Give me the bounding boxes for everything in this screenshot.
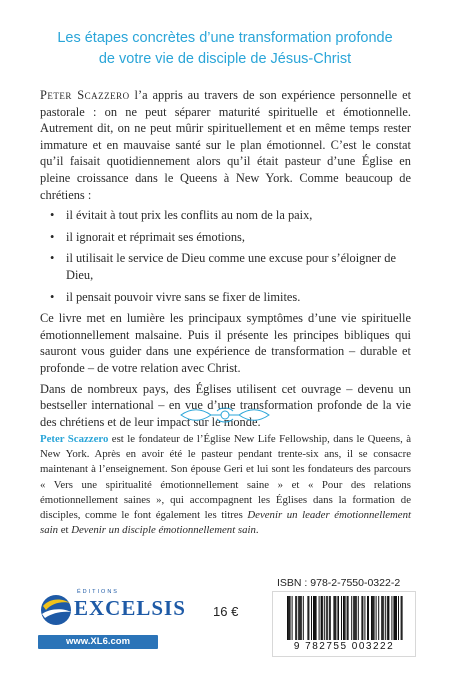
- barcode-bar: [289, 596, 290, 640]
- barcode-bar: [313, 596, 314, 640]
- barcode-bar: [387, 596, 388, 640]
- barcode-bar: [393, 596, 395, 640]
- isbn-label: ISBN : 978-2-7550-0322-2: [277, 577, 401, 589]
- barcode-bar: [324, 596, 325, 640]
- barcode-bar: [376, 596, 377, 640]
- bullet-item-1: • il évitait à tout prix les conflits au nom de la paix,: [66, 207, 411, 224]
- barcode-bar: [358, 596, 359, 640]
- barcode-bar: [311, 596, 312, 640]
- price-label: 16 €: [213, 604, 239, 619]
- barcode-bar: [326, 596, 328, 640]
- bio-text-2: et: [58, 524, 72, 537]
- back-cover-headline: [20, 28, 430, 70]
- publisher-name: EXCELSIS: [74, 596, 186, 620]
- bullet-item-4: • il pensait pouvoir vivre sans se fixer de limites.: [66, 289, 411, 306]
- headline-line-1: Les étapes concrètes d’une transformation profonde: [57, 30, 393, 46]
- bio-title-1: Devenir un leader émotionnellement sain: [40, 509, 411, 537]
- barcode-bar: [314, 596, 315, 640]
- barcode-bar: [301, 596, 302, 640]
- barcode-bar: [290, 596, 291, 640]
- barcode-bar: [345, 596, 346, 640]
- barcode: [272, 591, 416, 657]
- barcode-bar: [385, 596, 386, 640]
- barcode-bar: [368, 596, 369, 640]
- barcode-bar: [341, 596, 342, 640]
- bio-text-3: .: [255, 524, 259, 537]
- headline-line-2: de votre vie de disciple de Jésus-Christ: [98, 51, 352, 67]
- barcode-icon: [283, 596, 405, 642]
- bio-text-1: est le fondateur de l’Église New Life Fellowship, dans le Queens, à New York. Après en avoir été le pasteur pendant trente-six ans, il se consacre maintenant à l’enseignement. Son épouse Geri et lui sont les fondateurs des parcours « Vers une spiritualité émotionnellement saine » et « Pour des relations émotionnellement saines », qui accompagnent les Églises dans la formation de disciples, comme le font également les titres: [40, 433, 411, 522]
- barcode-bar: [396, 596, 397, 640]
- barcode-bar: [287, 596, 289, 640]
- barcode-bar: [330, 596, 331, 640]
- barcode-bar: [298, 596, 300, 640]
- barcode-bar: [395, 596, 396, 640]
- barcode-bar: [388, 596, 390, 640]
- barcode-bar: [296, 596, 297, 640]
- barcode-bar: [354, 596, 356, 640]
- barcode-bar: [351, 596, 352, 640]
- barcode-bar: [307, 596, 308, 640]
- publisher-url[interactable]: www.XL6.com: [38, 635, 158, 649]
- bullet-item-3: • il utilisait le service de Dieu comme une excuse pour s’éloigner de Dieu,: [66, 250, 411, 283]
- barcode-bar: [362, 596, 363, 640]
- barcode-bar: [382, 596, 384, 640]
- paragraph-2: Ce livre met en lumière les principaux symptômes d’une vie spirituelle émotionnellement malsaine. Puis il présente les principes bibliques qui sauront vous guider dans une expérience de transformation – durable et profonde – de votre relation avec Christ.: [40, 311, 411, 375]
- barcode-bar: [303, 596, 304, 640]
- publisher-editions-label: ÉDITIONS: [77, 589, 119, 595]
- barcode-bar: [374, 596, 375, 640]
- author-bio: [40, 432, 411, 538]
- bullet-list: [40, 207, 411, 305]
- barcode-bar: [367, 596, 368, 640]
- barcode-bar: [353, 596, 354, 640]
- barcode-bar: [333, 596, 334, 640]
- barcode-bar: [319, 596, 320, 640]
- intro-text: l’a appris au travers de son expérience personnelle et pastorale : on ne peut séparer maturité spirituelle et émotionnelle. Autrement dit, on ne peut mûrir spirituellement et en même temps rester immature et en mauvaise santé sur le plan émotionnel. C’est le constat qu’il faisait quotidiennement alors qu’il était pasteur d’une Église en pleine croissance dans le Queens à New York. Comme beaucoup de chrétiens :: [40, 88, 412, 202]
- barcode-bar: [361, 596, 362, 640]
- barcode-bar: [348, 596, 349, 640]
- barcode-bar: [398, 596, 399, 640]
- barcode-bar: [295, 596, 296, 640]
- barcode-bar: [381, 596, 382, 640]
- barcode-bar: [391, 596, 392, 640]
- barcode-bar: [371, 596, 373, 640]
- barcode-bar: [364, 596, 365, 640]
- barcode-bar: [292, 596, 293, 640]
- barcode-bar: [308, 596, 309, 640]
- barcode-bar: [337, 596, 339, 640]
- paragraph-3: Dans de nombreux pays, des Églises utilisent cet ouvrage – devenu un bestseller international – en vue d’une transformation profonde de la vie des chrétiens et de leur impact sur le monde.: [40, 381, 411, 429]
- barcode-bar: [373, 596, 374, 640]
- barcode-bar: [401, 596, 402, 640]
- barcode-bar: [335, 596, 336, 640]
- barcode-number: 9 782755 003222: [293, 641, 395, 652]
- barcode-bar: [402, 596, 403, 640]
- barcode-bar: [329, 596, 330, 640]
- blurb: [40, 87, 411, 432]
- barcode-bar: [343, 596, 345, 640]
- bio-author-name: Peter Scazzero: [40, 433, 109, 445]
- barcode-bar: [321, 596, 323, 640]
- barcode-bar: [334, 596, 335, 640]
- intro-paragraph: [40, 87, 411, 203]
- barcode-bar: [378, 596, 379, 640]
- bullet-item-2: • il ignorait et réprimait ses émotions,: [66, 229, 411, 246]
- barcode-bar: [347, 596, 348, 640]
- barcode-bar: [300, 596, 301, 640]
- barcode-bar: [356, 596, 357, 640]
- barcode-bar: [315, 596, 317, 640]
- barcode-bar: [322, 596, 323, 640]
- ornament-divider-icon: [177, 406, 273, 424]
- intro-author-name: Peter Scazzero: [40, 88, 130, 102]
- bio-title-2: Devenir un disciple émotionnellement sain: [71, 524, 256, 537]
